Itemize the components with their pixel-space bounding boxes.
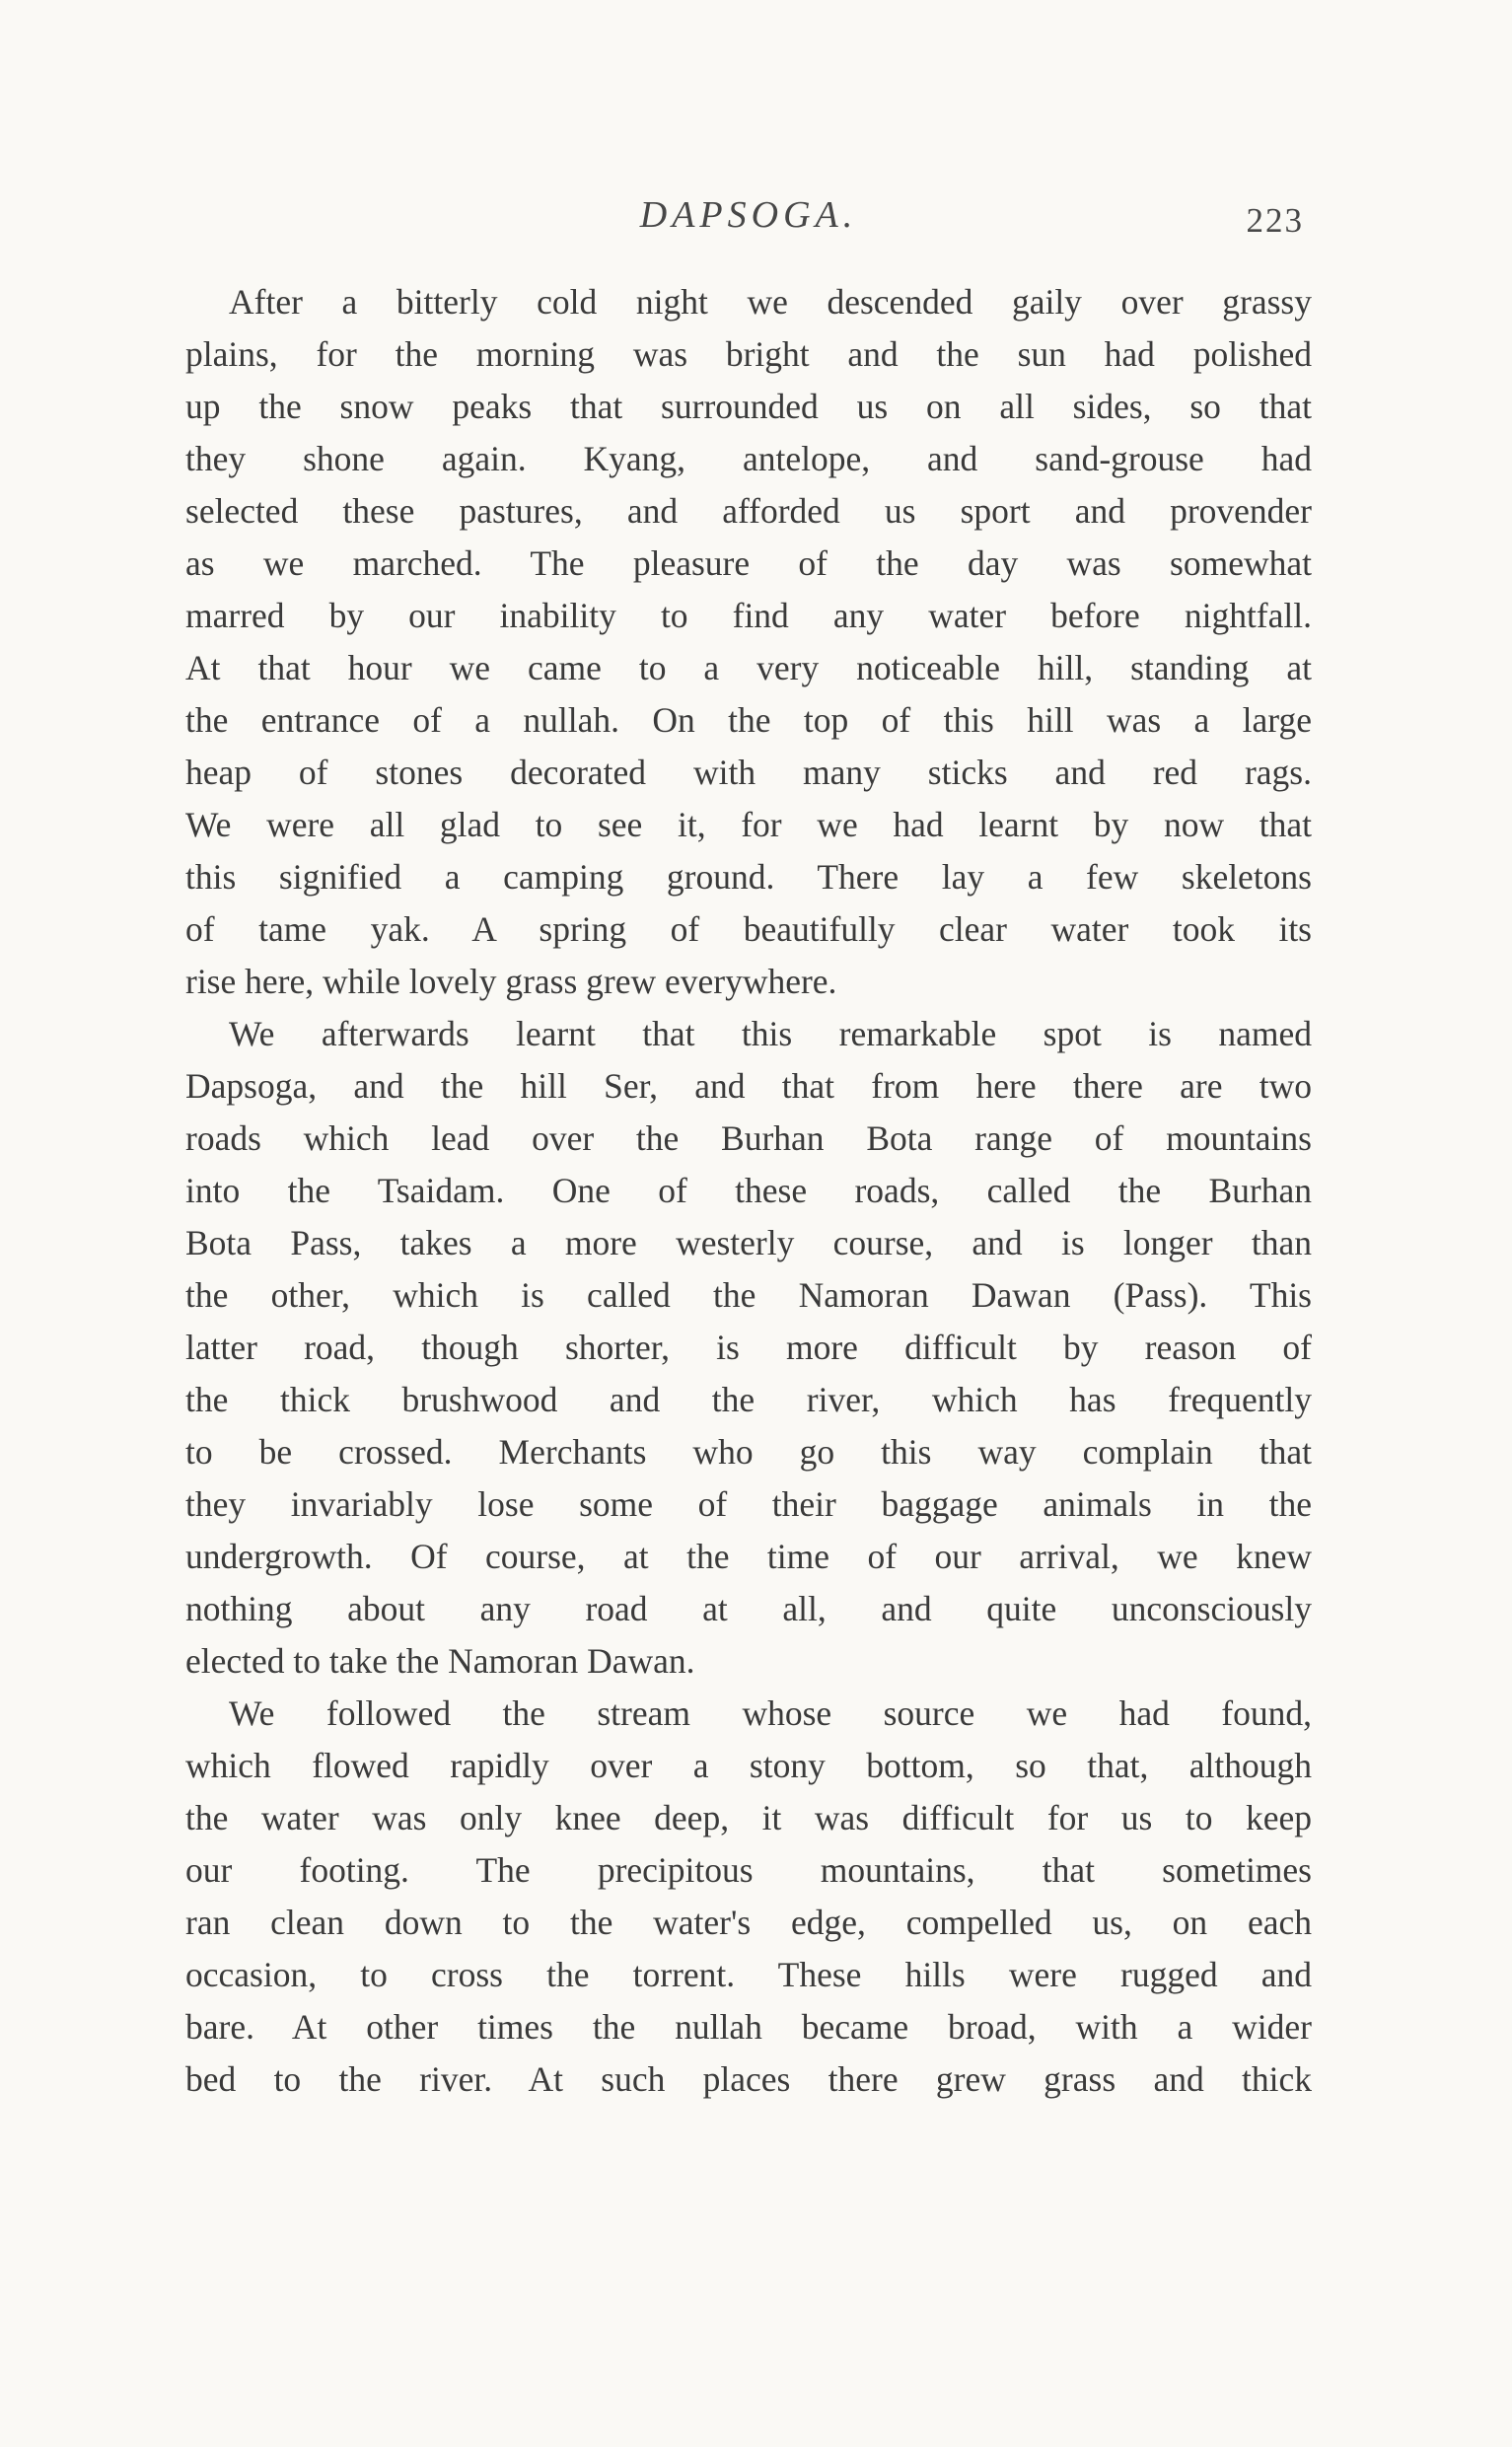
text-line: heap of stones decorated with many sticks and red rags. — [185, 753, 1312, 792]
text-line: bare. At other times the nullah became broad, with a wider — [185, 2007, 1312, 2047]
text-line: as we marched. The pleasure of the day was somewhat — [185, 543, 1312, 583]
text-line: our footing. The precipitous mountains, that sometimes — [185, 1850, 1312, 1890]
text-line: ran clean down to the water's edge, compelled us, on each — [185, 1903, 1312, 1942]
text-line: which flowed rapidly over a stony bottom, so that, although — [185, 1746, 1312, 1785]
paragraph-2 — [185, 1008, 1312, 1688]
paragraph-3 — [185, 1688, 1312, 2106]
text-line: up the snow peaks that surrounded us on all sides, so that — [185, 387, 1312, 426]
running-head — [185, 193, 1312, 252]
body-text — [185, 276, 1312, 2106]
text-line: nothing about any road at all, and quite unconsciously — [185, 1589, 1312, 1628]
text-line: the other, which is called the Namoran Dawan (Pass). This — [185, 1275, 1312, 1315]
text-line: marred by our inability to find any water before nightfall. — [185, 596, 1312, 635]
text-line: elected to take the Namoran Dawan. — [185, 1641, 695, 1681]
text-line: undergrowth. Of course, at the time of our arrival, we knew — [185, 1537, 1312, 1576]
text-line: the entrance of a nullah. On the top of this hill was a large — [185, 700, 1312, 740]
text-line: to be crossed. Merchants who go this way complain that — [185, 1432, 1312, 1472]
text-line: occasion, to cross the torrent. These hills were rugged and — [185, 1955, 1312, 1994]
text-line: Dapsoga, and the hill Ser, and that from here there are two — [185, 1066, 1312, 1106]
text-line: of tame yak. A spring of beautifully clear water took its — [185, 909, 1312, 949]
text-line: latter road, though shorter, is more difficult by reason of — [185, 1328, 1312, 1367]
text-line: bed to the river. At such places there grew grass and thick — [185, 2059, 1312, 2099]
text-line: We were all glad to see it, for we had learnt by now that — [185, 805, 1312, 844]
text-line: they shone again. Kyang, antelope, and sand-grouse had — [185, 439, 1312, 478]
text-line: We followed the stream whose source we had found, — [229, 1693, 1312, 1733]
paragraph-1 — [185, 276, 1312, 1008]
text-line: rise here, while lovely grass grew everywhere. — [185, 962, 837, 1001]
text-line: We afterwards learnt that this remarkable spot is named — [229, 1014, 1312, 1053]
text-line: Bota Pass, takes a more westerly course, and is longer than — [185, 1223, 1312, 1262]
text-line: plains, for the morning was bright and the sun had polished — [185, 334, 1312, 374]
page-number: 223 — [1246, 201, 1304, 240]
text-line: into the Tsaidam. One of these roads, called the Burhan — [185, 1171, 1312, 1210]
text-line: roads which lead over the Burhan Bota range of mountains — [185, 1118, 1312, 1158]
text-line: the water was only knee deep, it was difficult for us to keep — [185, 1798, 1312, 1837]
text-line: At that hour we came to a very noticeable hill, standing at — [185, 648, 1312, 687]
text-line: the thick brushwood and the river, which has frequently — [185, 1380, 1312, 1419]
running-title: DAPSOGA. — [639, 194, 858, 236]
text-line: After a bitterly cold night we descended gaily over grassy — [229, 282, 1312, 322]
text-line: this signified a camping ground. There lay a few skeletons — [185, 857, 1312, 897]
text-line: selected these pastures, and afforded us sport and provender — [185, 491, 1312, 531]
text-line: they invariably lose some of their baggage animals in the — [185, 1484, 1312, 1524]
